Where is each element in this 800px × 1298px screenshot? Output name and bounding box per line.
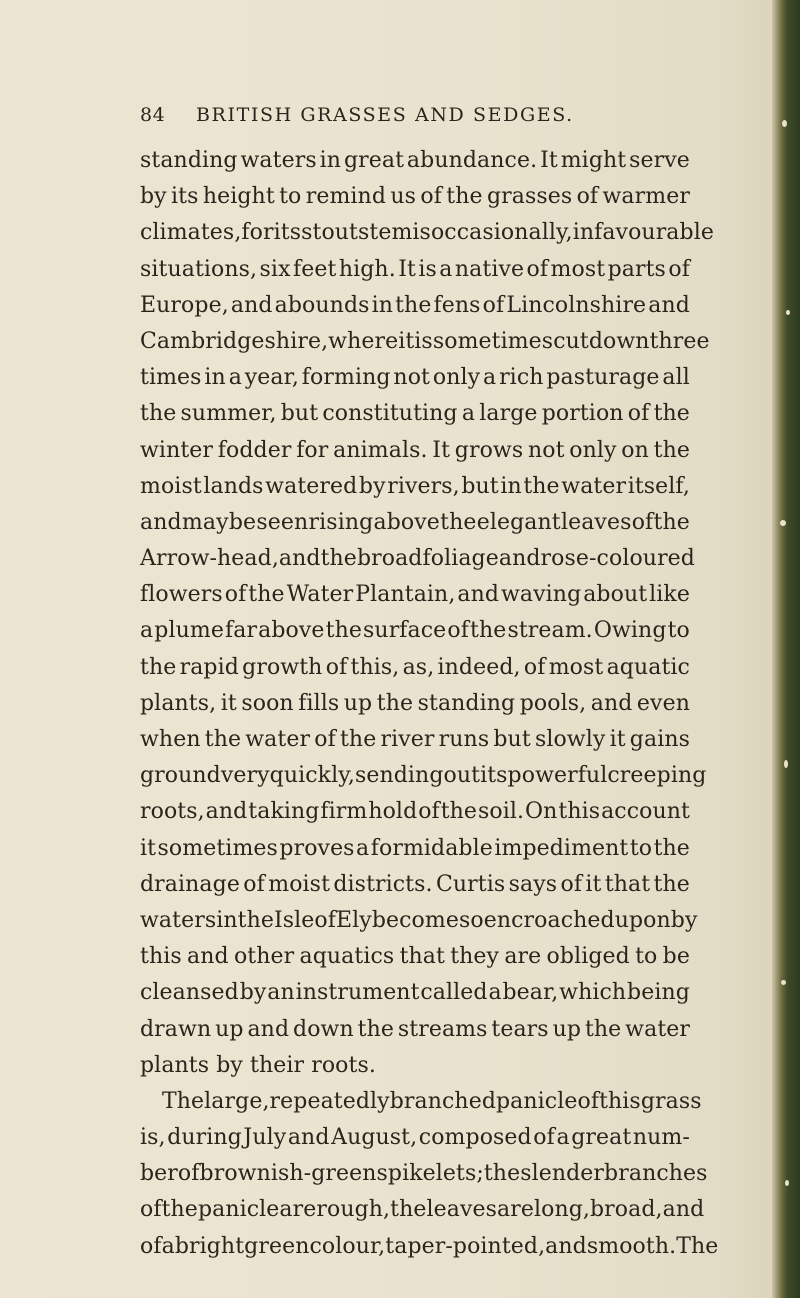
text-line: is, during July and August, composed of a great num-	[140, 1125, 690, 1151]
text-line: it sometimes proves a formidable impediment to the	[140, 835, 690, 861]
text-line: the rapid growth of this, as, indeed, of most aquatic	[140, 654, 690, 680]
text-line: and may be seen rising above the elegant leaves of the	[140, 509, 690, 535]
text-line: Cambridgeshire, where it is sometimes cut down three	[140, 328, 710, 354]
text-line: ground very quickly, sending out its powerful creeping	[140, 763, 707, 789]
running-head: BRITISH GRASSES AND SEDGES.	[196, 104, 574, 126]
text-line: Europe, and abounds in the fens of Lincolnshire and	[140, 292, 690, 318]
text-line: cleansed by an instrument called a bear, which being	[140, 980, 690, 1006]
text-line: plants by their roots.	[140, 1052, 376, 1078]
text-line: this and other aquatics that they are obliged to be	[140, 944, 690, 970]
edge-speck	[782, 120, 787, 127]
edge-speck	[780, 520, 786, 526]
edge-speck	[781, 980, 786, 985]
text-line: roots, and taking firm hold of the soil. On this account	[140, 799, 690, 825]
text-line: when the water of the river runs but slowly it gains	[140, 727, 690, 752]
page-header	[140, 104, 700, 134]
page-number: 84	[140, 104, 166, 126]
edge-speck	[784, 760, 788, 768]
text-line: flowers of the Water Plantain, and waving about like	[140, 582, 690, 608]
text-line: drainage of moist districts. Curtis says of it that the	[140, 871, 690, 897]
edge-speck	[786, 310, 790, 315]
text-line: ber of brownish-green spikelets; the slender branches	[140, 1161, 708, 1187]
text-line: standing waters in great abundance. It might serve	[140, 148, 690, 173]
text-line: by its height to remind us of the grasses of warmer	[140, 184, 690, 210]
text-line: of a bright green colour, taper-pointed, and smooth. The	[140, 1233, 719, 1259]
text-line: of the panicle are rough, the leaves are long, broad, and	[140, 1197, 705, 1223]
binding-edge	[772, 0, 800, 1298]
text-line: plants, it soon fills up the standing pools, and even	[140, 690, 690, 716]
body-text	[140, 143, 719, 1265]
text-line: winter fodder for animals. It grows not only on the	[140, 437, 690, 463]
text-line: moist lands watered by rivers, but in the water itself,	[140, 473, 690, 499]
text-line: situations, six feet high. It is a native of most parts of	[140, 256, 690, 282]
text-line: a plume far above the surface of the stream. Owing to	[140, 618, 690, 644]
text-line: Arrow-head, and the broad foliage and rose-coloured	[140, 546, 695, 572]
text-line: the summer, but constituting a large portion of the	[140, 401, 690, 427]
text-line: waters in the Isle of Ely become so encroached upon by	[140, 907, 698, 933]
edge-speck	[785, 1180, 789, 1186]
text-line: climates, for its stout stem is occasionally, in favourable	[140, 220, 714, 246]
text-line: The large, repeatedly branched panicle of this grass	[162, 1088, 702, 1114]
text-line: times in a year, forming not only a rich pasturage all	[140, 365, 690, 391]
text-line: drawn up and down the streams tears up the water	[140, 1016, 690, 1042]
